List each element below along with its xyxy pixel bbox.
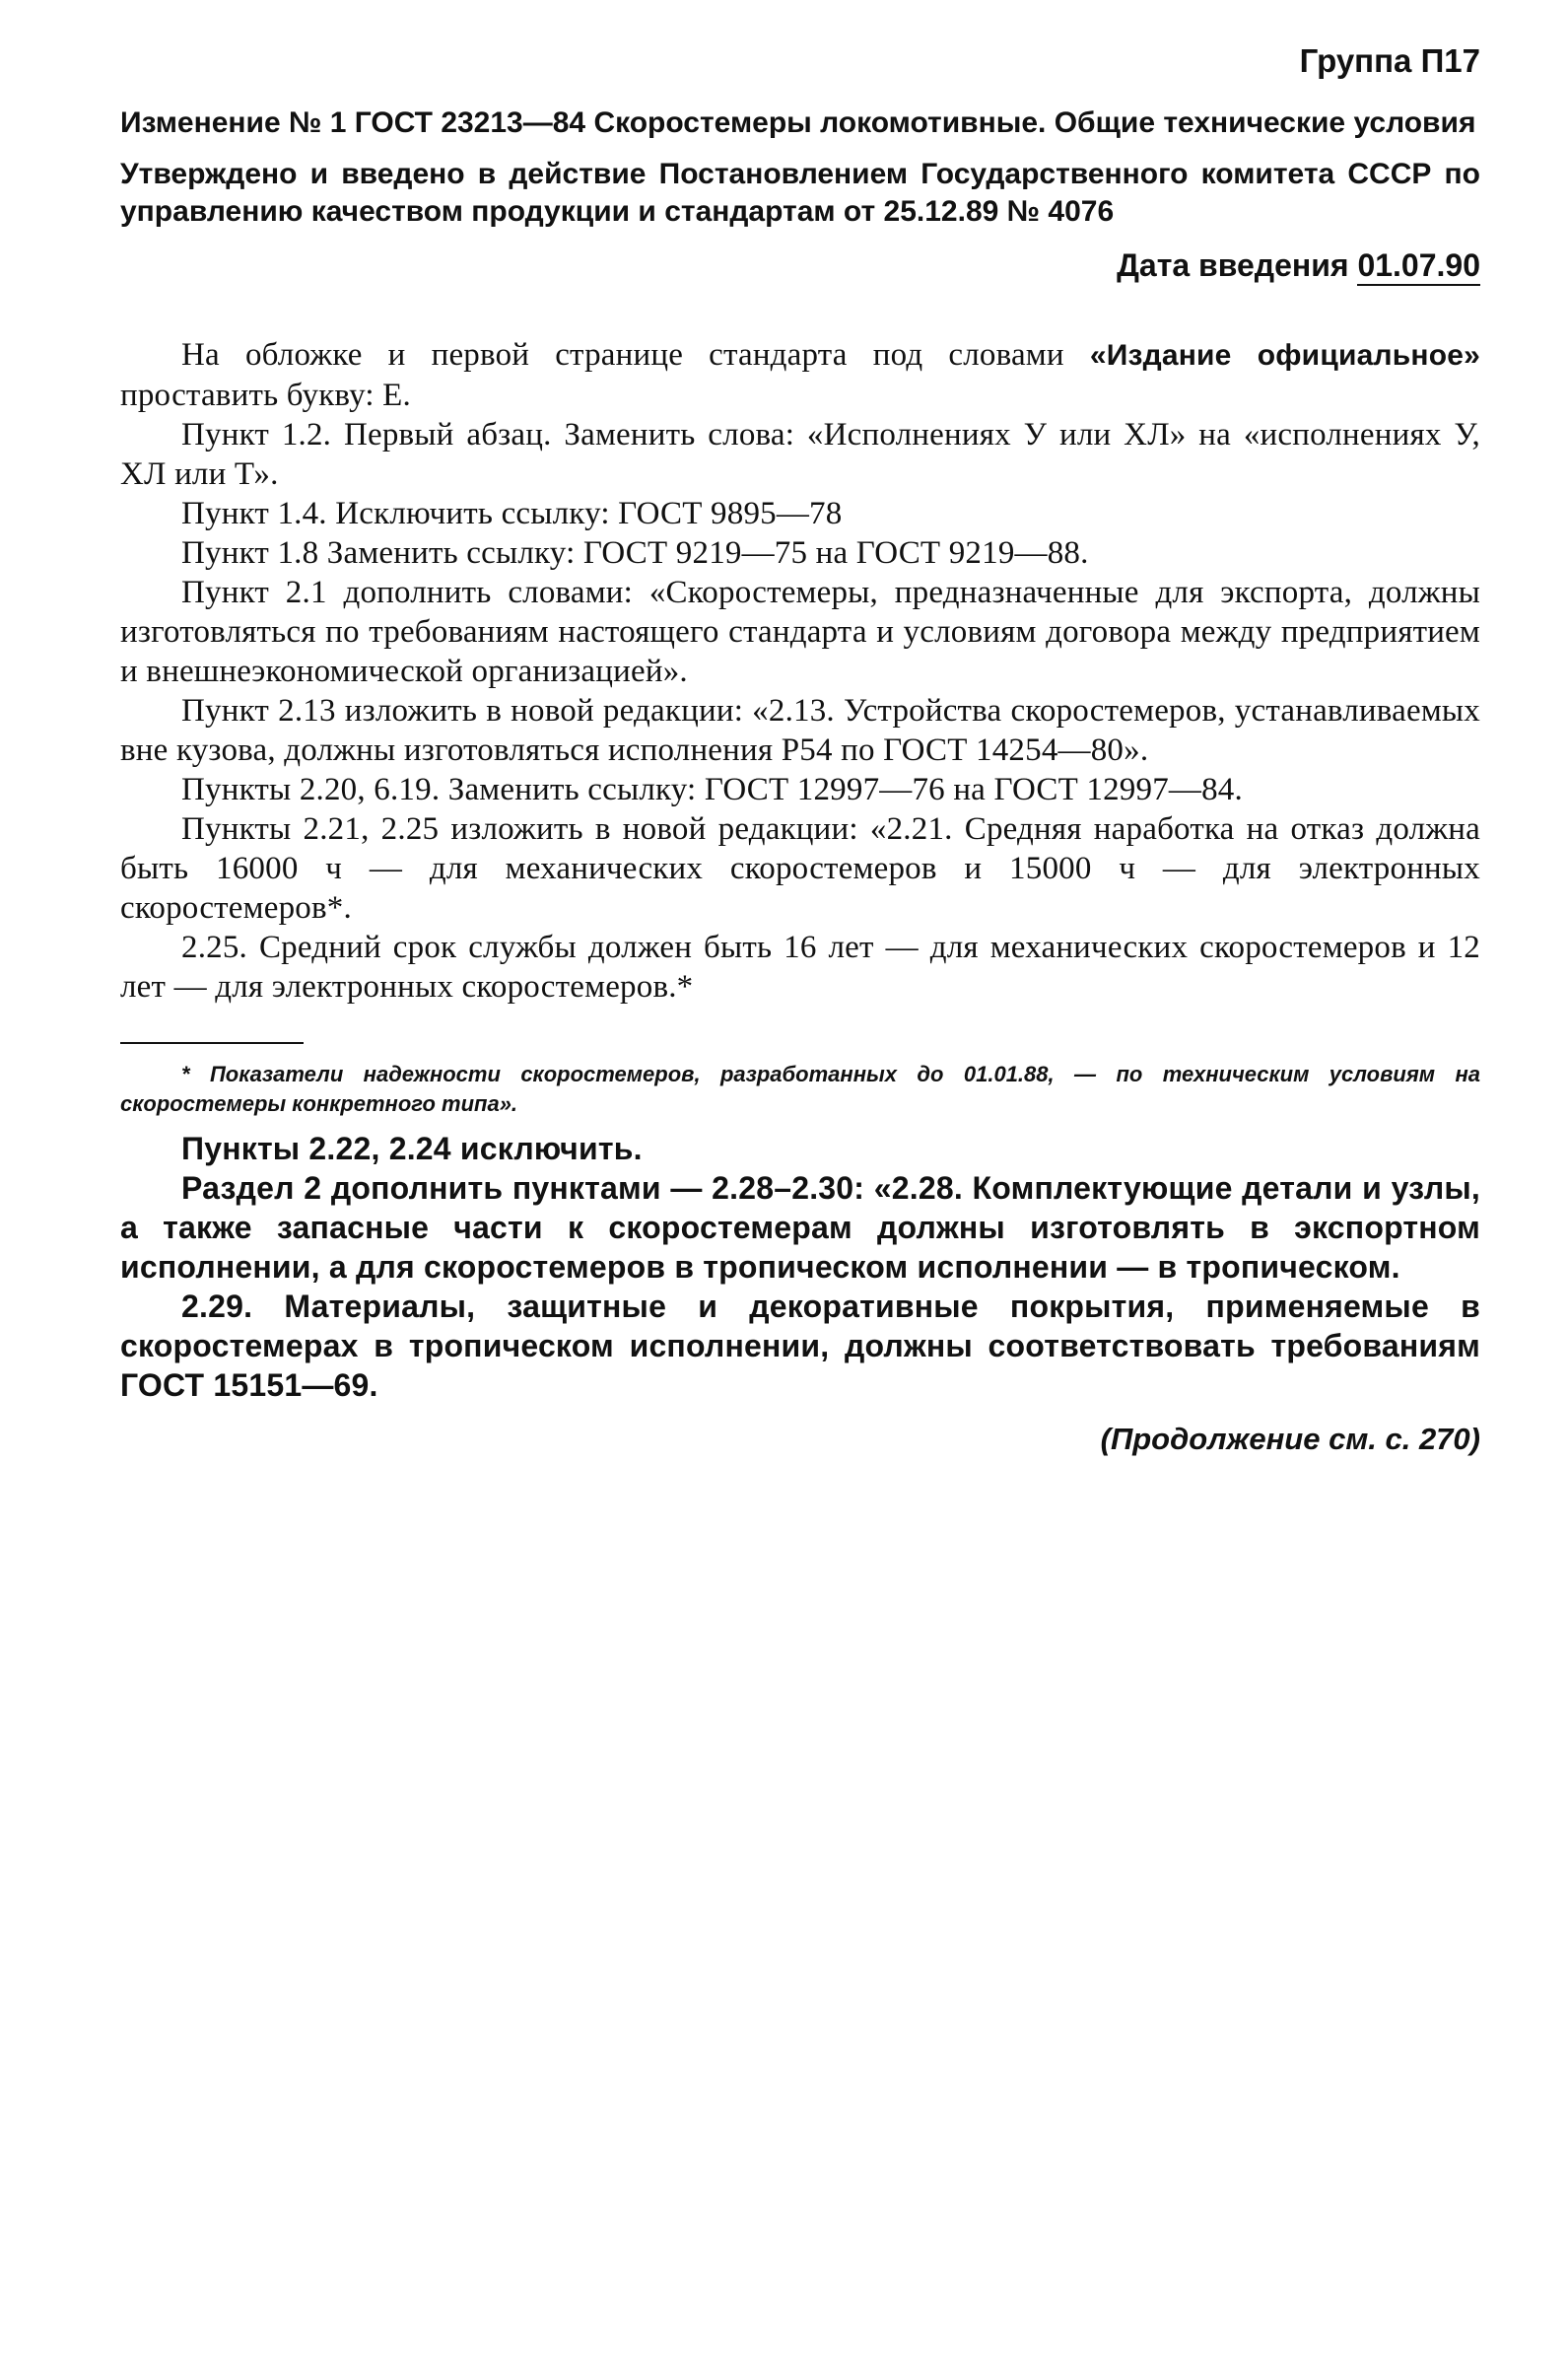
- amendment-item: Пункт 1.2. Первый абзац. Заменить слова: «Исполнениях У или ХЛ» на «исполнениях У, ХЛ или Т».: [120, 417, 1480, 492]
- approval-statement: Утверждено и введено в действие Постановлением Государственного комитета СССР по управлению качеством продукции и стандартам от 25.12.89 № 4076: [120, 158, 1480, 228]
- amendment-item: Раздел 2 дополнить пунктами — 2.28–2.30: «2.28. Комплектующие детали и узлы, а также запасные части к скоростемерам должны изготовлять в экспортном исполнении, а для скоростемеров в тропическом исполнении — в тропическом.: [120, 1170, 1480, 1285]
- amendment-items: [120, 335, 1480, 1007]
- amendment-item: Пункт 1.8 Заменить ссылку: ГОСТ 9219—75 на ГОСТ 9219—88.: [181, 535, 1089, 571]
- footnote: * Показатели надежности скоростемеров, разработанных до 01.01.88, — по техническим условиям на скоростемеры конкретного типа».: [120, 1062, 1480, 1116]
- effective-date-value: 01.07.90: [1357, 247, 1480, 286]
- amendment-item: 2.25. Средний срок службы должен быть 16 лет — для механических скоростемеров и 12 лет — для электронных скоростемеров.*: [120, 930, 1480, 1005]
- amendment-item: 2.29. Материалы, защитные и декоративные покрытия, применяемые в скоростемерах в тропическом исполнении, должны соответствовать требованиям ГОСТ 15151—69.: [120, 1289, 1480, 1403]
- amendment-item: Пункт 2.13 изложить в новой редакции: «2.13. Устройства скоростемеров, устанавливаемых вне кузова, должны изготовляться исполнения Р54 по ГОСТ 14254—80».: [120, 693, 1480, 768]
- amendment-items-continued: [120, 1129, 1480, 1405]
- effective-date-label: Дата введения: [1117, 247, 1349, 283]
- continuation-note: (Продолжение см. с. 270): [1100, 1422, 1480, 1456]
- amendment-item-cover-post: проставить букву: Е.: [120, 378, 411, 413]
- amendment-item: Пункты 2.20, 6.19. Заменить ссылку: ГОСТ 12997—76 на ГОСТ 12997—84.: [181, 772, 1243, 807]
- amendment-item: Пункт 2.1 дополнить словами: «Скоростемеры, предназначенные для экспорта, должны изготовляться по требованиям настоящего стандарта и условиям договора между предприятием и внешнеэкономической организацией».: [120, 575, 1480, 689]
- amendment-item-cover: [120, 335, 1480, 415]
- amendment-item-cover-bold: «Издание официальное»: [1089, 339, 1480, 372]
- group-label: Группа П17: [1299, 42, 1480, 79]
- amendment-item: Пункт 1.4. Исключить ссылку: ГОСТ 9895—78: [181, 496, 843, 531]
- footnote-divider: [120, 1042, 304, 1044]
- amendment-item: Пункты 2.22, 2.24 исключить.: [181, 1131, 643, 1166]
- document-page: [120, 39, 1480, 1460]
- amendment-item-cover-pre: На обложке и первой странице стандарта под словами: [181, 337, 1090, 373]
- amendment-title: Изменение № 1 ГОСТ 23213—84 Скоростемеры локомотивные. Общие технические условия: [120, 106, 1476, 139]
- effective-date: [120, 244, 1480, 286]
- amendment-item: Пункты 2.21, 2.25 изложить в новой редакции: «2.21. Средняя наработка на отказ должна быть 16000 ч — для механических скоростемеров и 15000 ч — для электронных скоростемеров*.: [120, 811, 1480, 926]
